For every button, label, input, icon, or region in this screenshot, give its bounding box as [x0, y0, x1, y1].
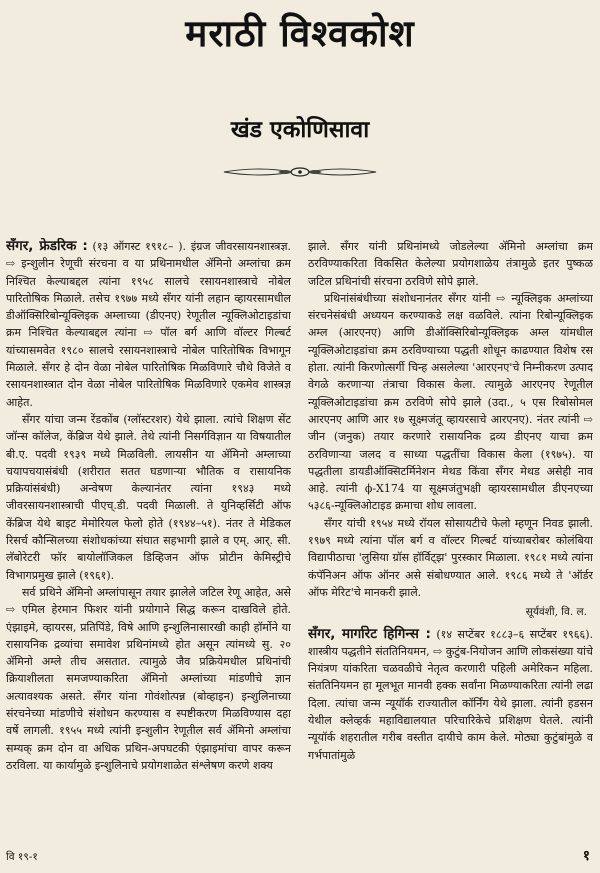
author-credit: सूर्यवंशी, वि. ल.: [525, 606, 587, 619]
page-header: [0, 0, 600, 235]
paragraph: सर्व प्रथिने ॲमिनो अम्लांपासून तयार झालेले जटिल रेणू आहेत, असे ⇨ एमिल हेरमान फिशर यांनी प्रयोगाने सिद्ध करून दाखविले होते. एंझाइमे, व्हायरस, प्रतिपिंडे, विषे आणि इन्शुलिनासारखी काही हॉर्मोने या रासायनिक द्रव्यांचा समावेश प्रथिनांमध्ये होत असून त्यांमध्ये सु. २० ॲमिनो अम्ले तीच असतात. त्यामुळे जैव प्रक्रियेमधील प्रथिनांची क्रियाशीलता समजण्याकरिता ॲमिनो अम्लांच्या मांडणीचे ज्ञान अत्यावश्यक असते. सँगर यांना गोवंशोत्पन्न (बोव्हाइन) इन्शुलिनाच्या संरचनेच्या मांडणीचे संशोधन करण्यास व स्पष्टीकरण मिळविण्यास दहा वर्षे लागली. १९५५ मध्ये त्यांनी इन्शुलीन रेणूतील सर्व ॲमिनो अम्लांचा सम्यक् क्रम दोन वा अधिक प्रथिन-अपघटकी एंझाइमांचा वापर करून ठरविला. या कार्यामुळे इन्शुलिनाचे प्रयोगशाळेत संश्लेषण करणे शक्य: [6, 585, 291, 772]
paragraph: सँगर यांचा जन्म रेंडकोंब (ग्लॉस्टरशर) येथे झाला. त्यांचे शिक्षण सेंट जॉन्स कॉलेज, केंब्रिज येथे झाले. तेथे त्यांनी निसर्गविज्ञान या विषयातील बी.ए. पदवी १९३९ मध्ये मिळविली. लायसीन या ॲमिनो अम्लाच्या चयापचयासंबंधी (शरीरात सतत घडणाऱ्या भौतिक व रासायनिक प्रक्रियांसंबंधी) अन्वेषण केल्यानंतर त्यांना १९४३ मध्ये जीवरसायनशास्त्राची पीएच्.डी. पदवी मिळाली. ते युनिव्हर्सिटी ऑफ केंब्रिज येथे बाइट मेमोरियल फेलो होते (१९४४–५१). नंतर ते मेडिकल रिसर्च कौन्सिलच्या संशोधकांच्या संघात सहभागी झाले व एम्. आर्. सी. लॅबोरेटरी फॉर बायोलॉजिकल डिव्हिजन ऑफ प्रोटीन केमिस्ट्रीचे विभागप्रमुख झाले (१९६१).: [6, 412, 291, 582]
entry-text: (१३ ऑगस्ट १९१८– ). इंग्रज जीवरसायनशास्त्रज्ञ. ⇨ इन्शुलीन रेणूची संरचना व या प्रथिनामधील ॲमिनो अम्लांचा क्रम निश्चित केल्याबद्दल त्यांना १९५८ सालचे रसायनशास्त्राचे नोबेल पारितोषिक मिळाले. तसेच १९७७ मध्ये सँगर यांनी लहान व्हायरसामधील डीऑक्सिरिबोन्यूक्लिइक अम्लाच्या (डीएनए) रेणूतील न्यूक्लिओटाइडांचा क्रम निश्चित केल्याबद्दल त्यांना ⇨ पॉल बर्ग आणि वॉल्टर गिल्बर्ट यांच्यासमवेत १९८० सालचे रसायनशास्त्राचे नोबेल पारितोषिक विभागून मिळाले. सँगर हे दोन वेळा नोबेल पारितोषिक मिळविणारे चौथे विजेते व रसायनशास्त्रात दोन वेळा नोबेल पारितोषिक मिळविणारे एकमेव शास्त्रज्ञ आहेत.: [6, 240, 291, 409]
entry-headword: सँगर, मार्गारेट हिगिन्स :: [308, 625, 431, 642]
page-title: मराठी विश्वकोश: [185, 12, 415, 55]
entry-text: (१४ सप्टेंबर १८८३–६ सप्टेंबर १९६६). शास्त्रीय पद्धतीने संततिनियमन, ⇨ कुटुंब-नियोजन आणि लोकसंख्या यांचे नियंत्रण यांकरिता चळवळीचे नेतृत्व करणारी पहिली अमेरिकन महिला. संततिनियमन हा मूलभूत मानवी हक्क सर्वांना मिळण्याकरिता त्यांनी लढा दिला. त्यांचा जन्म न्यूयॉर्क राज्यातील कॉर्निंग येथे झाला. त्यांनी हडसन येथील क्लेव्हर्क महाविद्यालयात परिचारिकेचे प्रशिक्षण घेतले. त्यांनी न्यूयॉर्क शहरातील गरीब वस्तीत दायीचे काम केले. मोठ्या कुटुंबांमुळे व गर्भपातांमुळे: [308, 627, 593, 762]
paragraph: झाले. सँगर यांनी प्रथिनांमध्ये जोडलेल्या ॲमिनो अम्लांचा क्रम ठरविण्याकरिता विकसित केलेल्या प्रयोगशाळेय तंत्रामुळे इतर पुष्कळ जटिल प्रथिनांची संरचना ठरविणे सोपे झाले.: [308, 240, 593, 288]
entry-sanger-frederick: [6, 238, 291, 411]
paragraph: सँगर यांची १९५४ मध्ये रॉयल सोसायटीचे फेलो म्हणून निवड झाली. १९७९ मध्ये त्यांना पॉल बर्ग व वॉल्टर गिल्बर्ट यांच्याबरोबर कोलंबिया विद्यापीठाचा 'लुसिया ग्रॉस हॉर्विट्झ' पुरस्कार मिळाला. १९८१ मध्ये त्यांना कंपॅनिअन ऑफ ऑनर असे संबोधण्यात आले. १९८६ मध्ये ते 'ऑर्डर ऑफ मेरिट'चे मानकरी झाले.: [308, 516, 593, 599]
right-column: [308, 238, 593, 833]
entry-headword: सँगर, फ्रेडरिक :: [6, 238, 88, 254]
paragraph: प्रथिनांसंबंधीच्या संशोधनानंतर सँगर यांनी ⇨ न्यूक्लिइक अम्लांच्या संरचनेसंबंधी अध्ययन करण्याकडे लक्ष वळविले. त्यांना रिबोन्यूक्लिइक अम्ल (आरएनए) आणि डीऑक्सिरिबोन्यूक्लिइक अम्ल यांमधील न्यूक्लिओटाइडांचा क्रम ठरविण्याच्या पद्धती शोधून काढण्यात विशेष रस होता. त्यांनी किरणोत्सर्गी चिन्ह असलेल्या 'आरएनए'चे निम्नीकरण उत्पाद वेगळे करणाऱ्या तंत्राचा विकास केला. त्यामुळे आरएनए रेणूतील न्यूक्लिओटाइडांचा क्रम ठरविणे सोपे झाले (उदा., ५ एस रिबोसोमल आरएनए आणि आर १७ सूक्ष्मजंतू व्हायरसाचे आरएनए). नंतर त्यांनी ⇨ जीन (जनुक) तयार करणारे रासायनिक द्रव्य डीएनए याचा क्रम ठरविणाऱ्या जलद व साध्या पद्धतींचा विकास केला (१९७५). या पद्धतीला डायडीऑक्सिटर्मिनेशन मेथड किंवा सँगर मेथड असेही नाव आहे. त्यांनी ϕ-X174 या सूक्ष्मजंतुभक्षी व्हायरसामधील डीएनएच्या ५३८६-न्यूक्लिओटाइड क्रमाचा शोध लावला.: [308, 291, 593, 513]
volume-subtitle: खंड एकोणिसावा: [230, 117, 370, 143]
left-column: [6, 238, 291, 833]
ornament-divider-icon: [220, 164, 380, 180]
page-number: १: [582, 848, 590, 864]
entry-sanger-margaret: [308, 626, 593, 764]
footer-signature: वि १९-१: [6, 851, 38, 863]
